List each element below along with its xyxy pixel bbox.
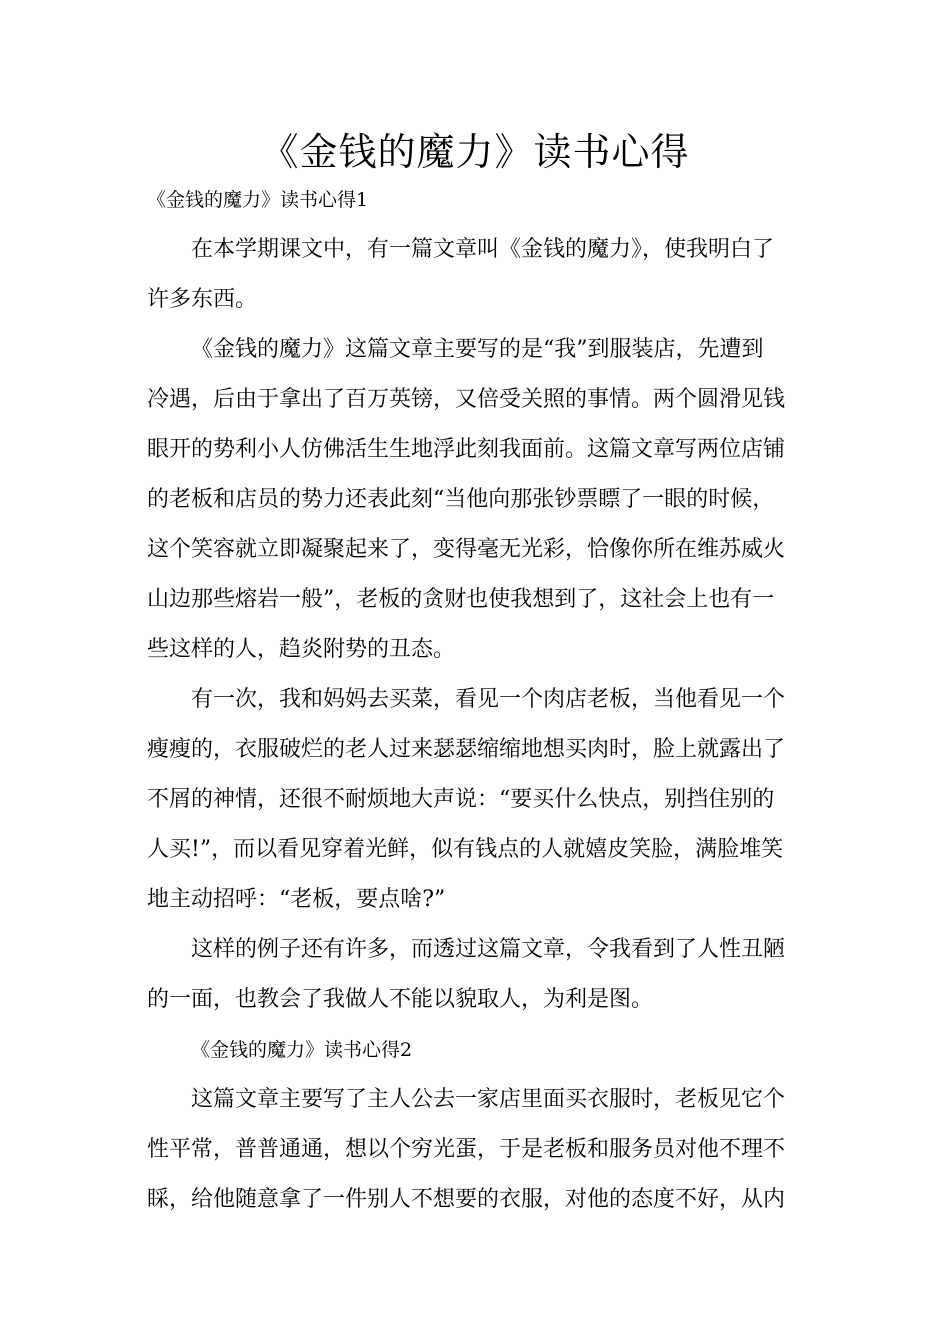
paragraph-line: 不屑的神情，还很不耐烦地大声说：“要买什么快点，别挡住别的 xyxy=(147,787,775,812)
paragraph-line: 些这样的人，趋炎附势的丑态。 xyxy=(147,637,456,662)
paragraph-line: 睬，给他随意拿了一件别人不想要的衣服，对他的态度不好，从内 xyxy=(147,1187,786,1212)
document-title: 《金钱的魔力》读书心得 xyxy=(260,130,690,174)
paragraph-line: 这样的例子还有许多，而透过这篇文章，令我看到了人性丑陋 xyxy=(191,937,786,962)
paragraph-line: 人买!”，而以看见穿着光鲜，似有钱点的人就嬉皮笑脸，满脸堆笑 xyxy=(147,837,784,862)
paragraph-line: 性平常，普普通通，想以个穷光蛋，于是老板和服务员对他不理不 xyxy=(147,1137,786,1162)
paragraph-line: 地主动招呼：“老板，要点啥?” xyxy=(147,887,446,912)
paragraph-line: 在本学期课文中，有一篇文章叫《金钱的魔力》，使我明白了 xyxy=(191,237,775,262)
section-heading-1: 《金钱的魔力》读书心得1 xyxy=(147,189,369,211)
paragraph-line: 这篇文章主要写了主人公去一家店里面买衣服时，老板见它个 xyxy=(191,1087,786,1112)
paragraph-line: 的老板和店员的势力还表此刻“当他向那张钞票瞟了一眼的时候， xyxy=(147,487,775,512)
paragraph-line: 这个笑容就立即凝聚起来了，变得毫无光彩，恰像你所在维苏威火 xyxy=(147,537,786,562)
paragraph-line: 山边那些熔岩一般”，老板的贪财也使我想到了，这社会上也有一 xyxy=(147,587,775,612)
paragraph-line: 《金钱的魔力》这篇文章主要写的是“我”到服装店，先遭到 xyxy=(191,337,764,362)
paragraph-line: 的一面，也教会了我做人不能以貌取人，为利是图。 xyxy=(147,987,654,1012)
paragraph-line: 许多东西。 xyxy=(147,287,258,312)
paragraph-line: 眼开的势利小人仿佛活生生地浮此刻我面前。这篇文章写两位店铺 xyxy=(147,437,786,462)
paragraph-line: 有一次，我和妈妈去买菜，看见一个肉店老板，当他看见一个 xyxy=(191,687,786,712)
section-heading-2: 《金钱的魔力》读书心得2 xyxy=(191,1039,413,1061)
paragraph-line: 冷遇，后由于拿出了百万英镑，又倍受关照的事情。两个圆滑见钱 xyxy=(147,387,786,412)
paragraph-line: 瘦瘦的，衣服破烂的老人过来瑟瑟缩缩地想买肉时，脸上就露出了 xyxy=(147,737,786,762)
